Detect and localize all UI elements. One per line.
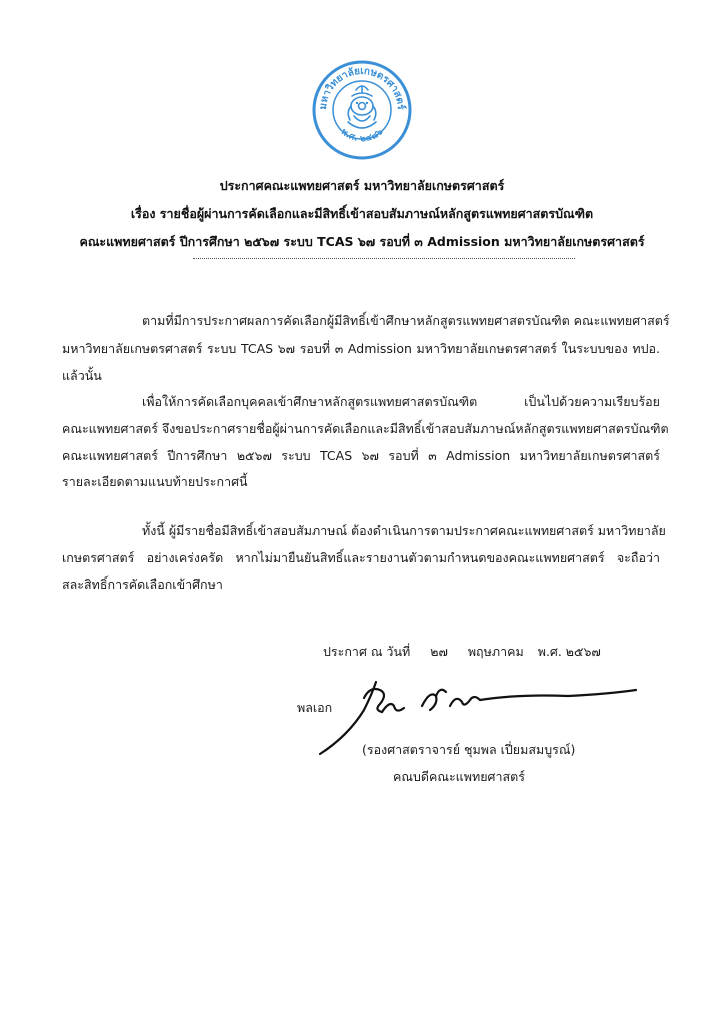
signer-name: (รองศาสตราจารย์ ชุมพล เปี่ยมสมบูรณ์): [362, 742, 576, 757]
signer-title: คณบดีคณะแพทยศาสตร์: [393, 769, 525, 784]
paragraph-line: มหาวิทยาลัยเกษตรศาสตร์ ระบบ TCAS ๖๗ รอบที่ ๓ Admission มหาวิทยาลัยเกษตรศาสตร์ ในระบบของ ทปอ.: [62, 341, 660, 356]
seal-text-top: มหาวิทยาลัยเกษตรศาสตร์: [317, 65, 407, 111]
paragraph-line: รายละเอียดตามแนบท้ายประกาศนี้: [62, 474, 248, 489]
paragraph-line: แล้วนั้น: [62, 368, 102, 383]
signer-rank: พลเอก: [297, 700, 333, 715]
kasetsart-university-seal-icon: [312, 60, 412, 160]
date-day: ๒๗: [430, 644, 448, 659]
announcement-scope: คณะแพทยศาสตร์ ปีการศึกษา ๒๕๖๗ ระบบ TCAS ๖๗ รอบที่ ๓ Admission มหาวิทยาลัยเกษตรศาสตร์: [79, 234, 645, 249]
date-month: พฤษภาคม: [467, 644, 524, 659]
date-prefix: ประกาศ ณ วันที่: [323, 644, 411, 659]
paragraph-line: คณะแพทยศาสตร์ ปีการศึกษา ๒๕๖๗ ระบบ TCAS ๖๗ รอบที่ ๓ Admission มหาวิทยาลัยเกษตรศาสตร์: [62, 448, 660, 463]
paragraph-line: คณะแพทยศาสตร์ จึงขอประกาศรายชื่อผู้ผ่านการคัดเลือกและมีสิทธิ์เข้าสอบสัมภาษณ์หลักสูตรแพทยศาสตรบัณฑิต: [62, 421, 669, 436]
dotted-divider: [193, 258, 575, 259]
paragraph-line: สละสิทธิ์การคัดเลือกเข้าศึกษา: [62, 577, 223, 592]
paragraph-line: เกษตรศาสตร์ อย่างเคร่งครัด หากไม่มายืนยันสิทธิ์และรายงานตัวตามกำหนดของคณะแพทยศาสตร์ จะถือว่า: [62, 550, 660, 565]
announcement-subject: เรื่อง รายชื่อผู้ผ่านการคัดเลือกและมีสิทธิ์เข้าสอบสัมภาษณ์หลักสูตรแพทยศาสตรบัณฑิต: [130, 206, 594, 221]
paragraph-line: ตามที่มีการประกาศผลการคัดเลือกผู้มีสิทธิ์เข้าศึกษาหลักสูตรแพทยศาสตรบัณฑิต คณะแพทยศาสตร์: [142, 313, 670, 328]
announcement-date: [323, 642, 601, 662]
announcement-title: ประกาศคณะแพทยศาสตร์ มหาวิทยาลัยเกษตรศาสตร์: [219, 178, 505, 193]
date-year: พ.ศ. ๒๕๖๗: [537, 644, 601, 659]
paragraph-line: ทั้งนี้ ผู้มีรายชื่อมีสิทธิ์เข้าสอบสัมภาษณ์ ต้องดำเนินการตามประกาศคณะแพทยศาสตร์ มหาวิทยาลัย: [142, 523, 666, 538]
paragraph-line: เพื่อให้การคัดเลือกบุคคลเข้าศึกษาหลักสูตรแพทยศาสตรบัณฑิต เป็นไปด้วยความเรียบร้อย: [142, 394, 660, 409]
seal-text-bottom: พ.ศ. ๒๔๘๖: [338, 127, 386, 145]
